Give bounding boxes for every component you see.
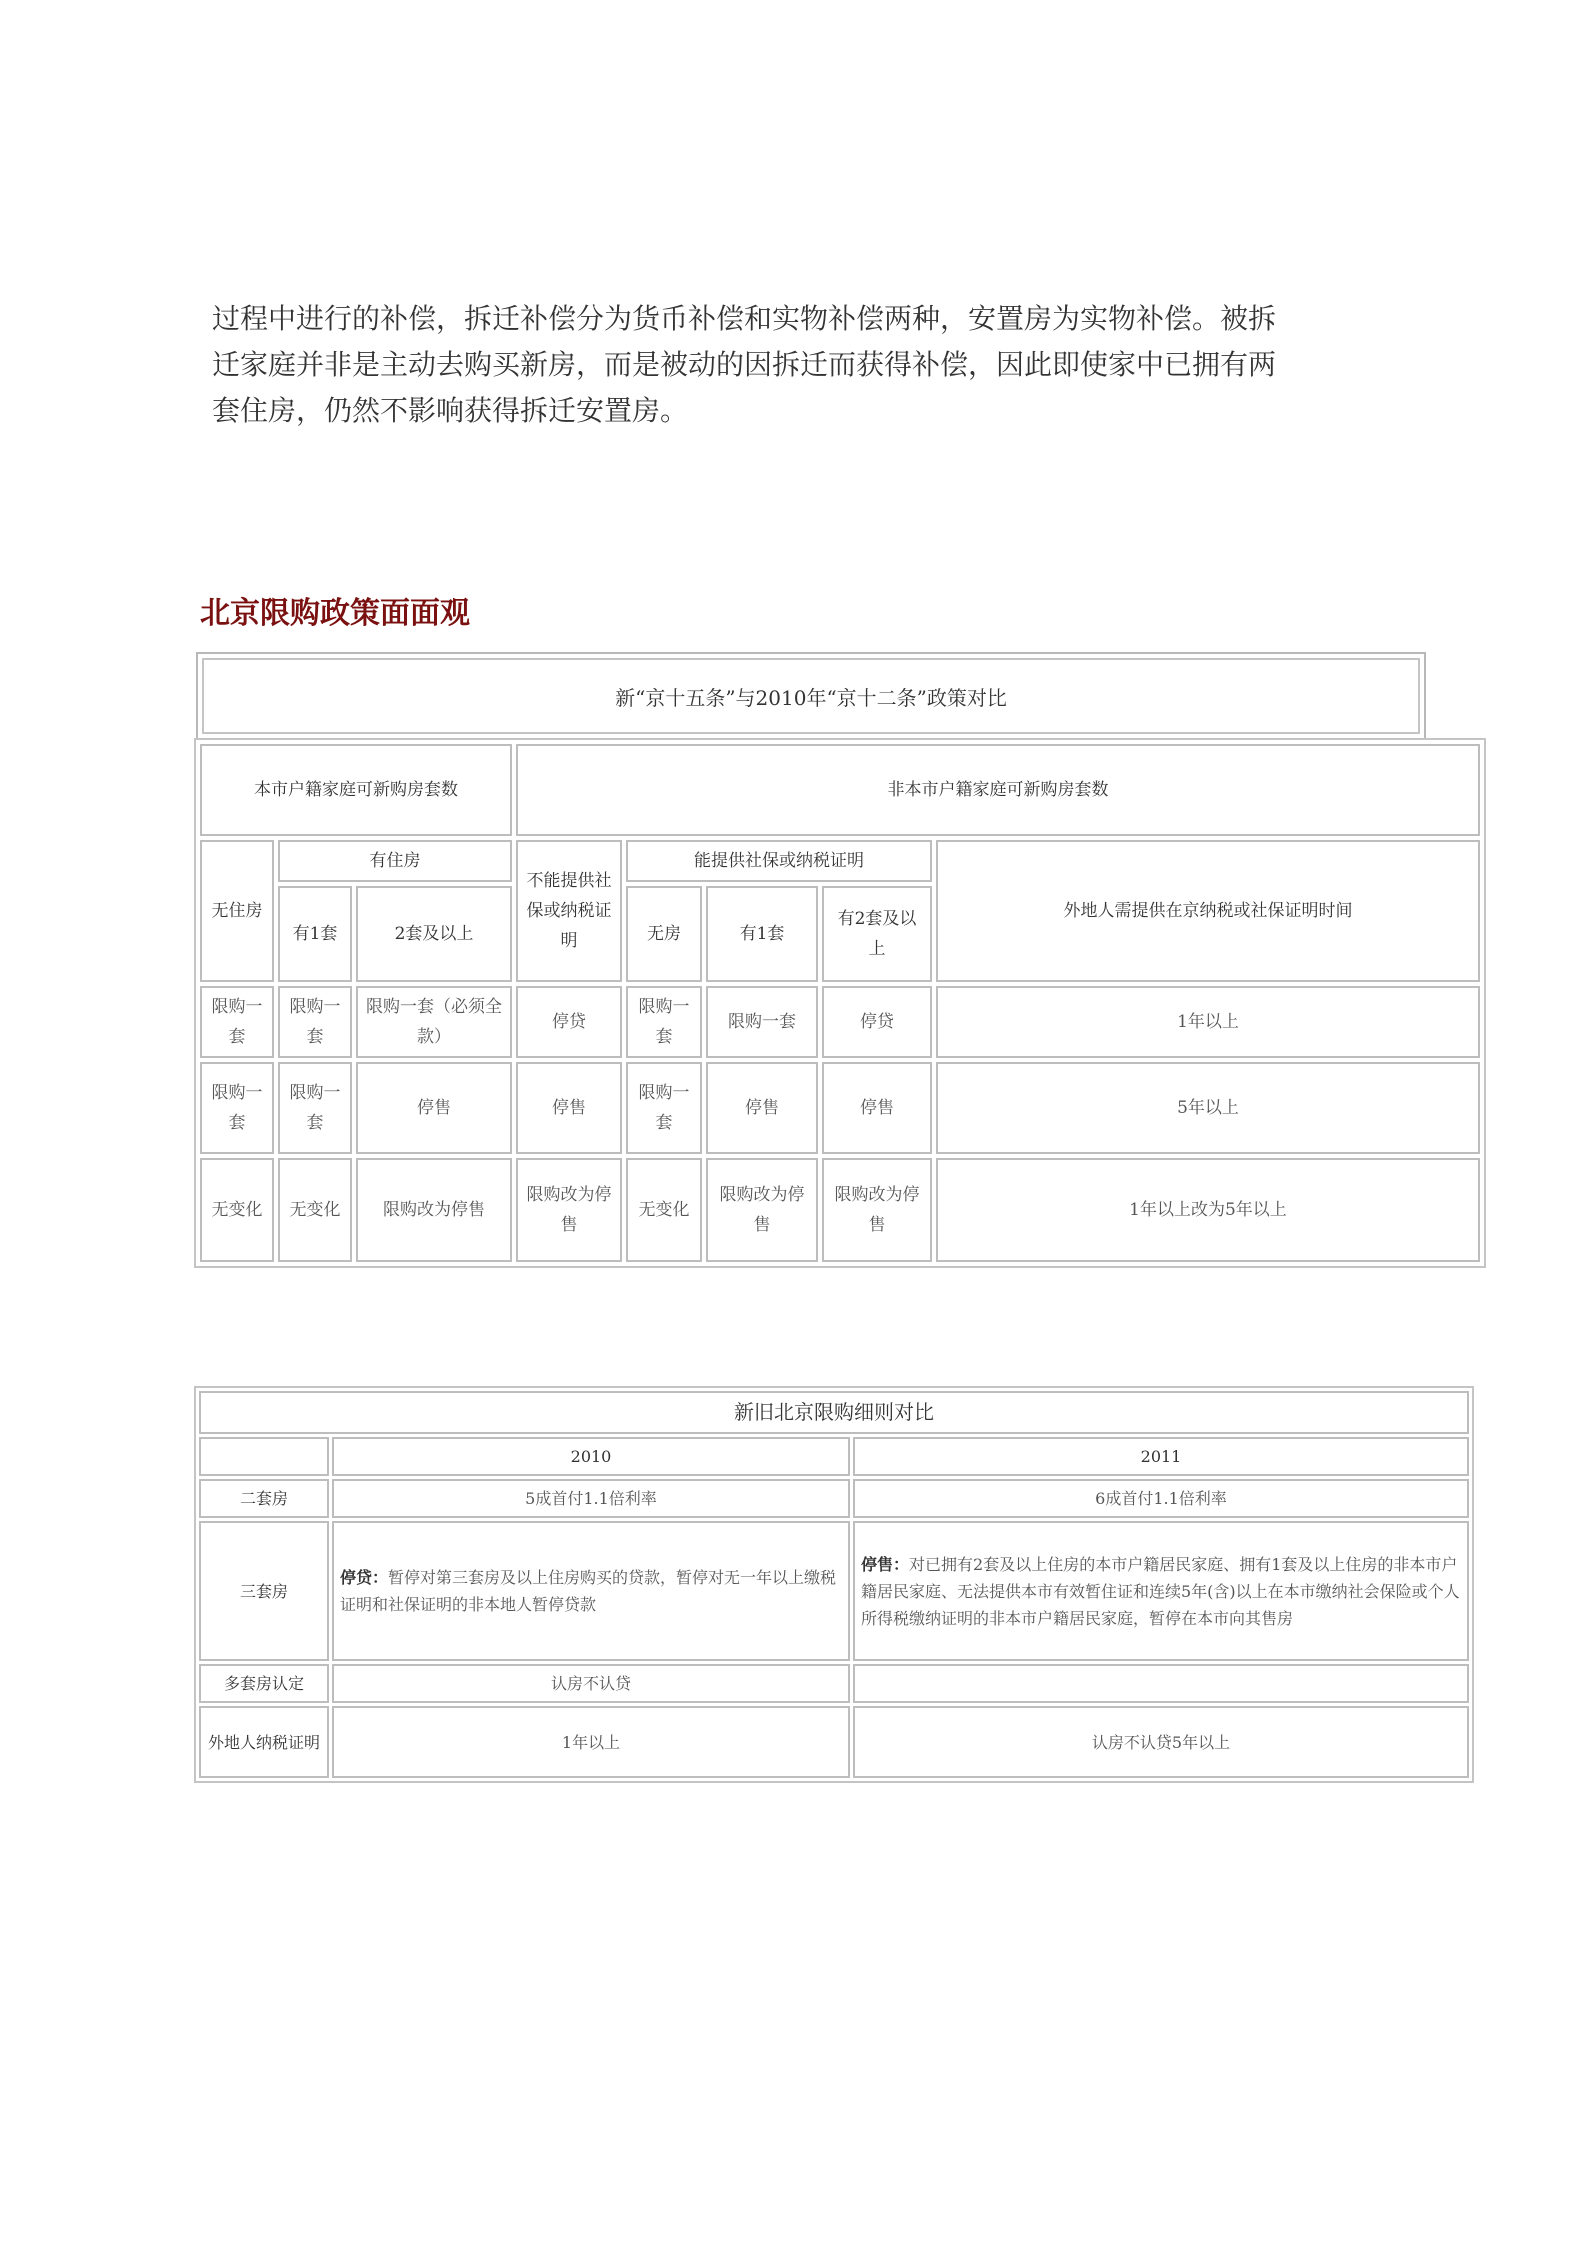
table-cell: 1年以上 bbox=[332, 1706, 850, 1778]
table-cell: 限购一套 bbox=[278, 986, 352, 1058]
header-can-proof: 能提供社保或纳税证明 bbox=[626, 840, 932, 882]
table-cell bbox=[853, 1521, 1469, 1661]
header-nl-has1: 有1套 bbox=[706, 886, 818, 982]
row-label: 多套房认定 bbox=[199, 1664, 329, 1703]
table-cell: 1年以上 bbox=[936, 986, 1480, 1058]
year-header-row bbox=[199, 1437, 1469, 1476]
table-cell: 无变化 bbox=[278, 1158, 352, 1262]
table-cell: 5年以上 bbox=[936, 1062, 1480, 1154]
table-cell: 限购一套 bbox=[626, 1062, 702, 1154]
table-row bbox=[199, 1479, 1469, 1518]
header-time: 外地人需提供在京纳税或社保证明时间 bbox=[936, 840, 1480, 982]
table-cell bbox=[332, 1521, 850, 1661]
header-nl-no-house: 无房 bbox=[626, 886, 702, 982]
table-cell: 停贷 bbox=[822, 986, 932, 1058]
policy-compare-title: 新“京十五条”与2010年“京十二条”政策对比 bbox=[202, 658, 1420, 734]
table-cell: 停贷 bbox=[516, 986, 622, 1058]
title-row bbox=[199, 1391, 1469, 1434]
table-cell: 停售 bbox=[706, 1062, 818, 1154]
stop-loan-label: 停贷： bbox=[340, 1568, 389, 1587]
header-local: 本市户籍家庭可新购房套数 bbox=[200, 744, 512, 836]
table-cell: 无变化 bbox=[626, 1158, 702, 1262]
paragraph-line: 过程中进行的补偿，拆迁补偿分为货币补偿和实物补偿两种，安置房为实物补偿。被拆 bbox=[212, 302, 1277, 335]
stop-sale-label: 停售： bbox=[861, 1554, 910, 1574]
table-cell: 无变化 bbox=[200, 1158, 274, 1262]
table-cell: 限购一套 bbox=[626, 986, 702, 1058]
table-cell: 限购一套 bbox=[200, 1062, 274, 1154]
header-2011: 2011 bbox=[853, 1437, 1469, 1476]
paragraph-line: 迁家庭并非是主动去购买新房，而是被动的因拆迁而获得补偿，因此即使家中已拥有两 bbox=[212, 348, 1277, 381]
header-has1: 有1套 bbox=[278, 886, 352, 982]
header-2010: 2010 bbox=[332, 1437, 850, 1476]
table-cell: 认房不认贷5年以上 bbox=[853, 1706, 1469, 1778]
policy-compare-title-box bbox=[196, 652, 1426, 740]
paragraph-line: 套住房，仍然不影响获得拆迁安置房。 bbox=[212, 394, 689, 427]
empty-header-cell bbox=[199, 1437, 329, 1476]
header-has2plus: 2套及以上 bbox=[356, 886, 512, 982]
header-no-proof: 不能提供社保或纳税证明 bbox=[516, 840, 622, 982]
policy-compare-table bbox=[194, 738, 1486, 1268]
table-cell: 停售 bbox=[822, 1062, 932, 1154]
table-cell: 停售 bbox=[356, 1062, 512, 1154]
row-label: 外地人纳税证明 bbox=[199, 1706, 329, 1778]
body-paragraph bbox=[212, 296, 1402, 434]
table-row bbox=[200, 1062, 1480, 1154]
table-cell: 6成首付1.1倍利率 bbox=[853, 1479, 1469, 1518]
table-cell: 限购改为停售 bbox=[822, 1158, 932, 1262]
row-label: 二套房 bbox=[199, 1479, 329, 1518]
table-cell: 限购改为停售 bbox=[356, 1158, 512, 1262]
stop-sale-text: 对已拥有2套及以上住房的本市户籍居民家庭、拥有1套及以上住房的非本市户籍居民家庭、无法提供本市有效暂住证和连续5年(含)以上在本市缴纳社会保险或个人所得税缴纳证明的非本市户籍居民家庭，暂停在本市向其售房 bbox=[861, 1554, 1460, 1628]
rules-compare-title: 新旧北京限购细则对比 bbox=[199, 1391, 1469, 1434]
table-cell: 停售 bbox=[516, 1062, 622, 1154]
table-cell: 限购一套 bbox=[278, 1062, 352, 1154]
header-nl-has2plus: 有2套及以上 bbox=[822, 886, 932, 982]
table-row bbox=[200, 986, 1480, 1058]
header-nonlocal: 非本市户籍家庭可新购房套数 bbox=[516, 744, 1480, 836]
table-cell: 1年以上改为5年以上 bbox=[936, 1158, 1480, 1262]
table-row bbox=[199, 1664, 1469, 1703]
table-cell bbox=[853, 1664, 1469, 1703]
header-no-house: 无住房 bbox=[200, 840, 274, 982]
table-cell: 5成首付1.1倍利率 bbox=[332, 1479, 850, 1518]
group-header-row bbox=[200, 744, 1480, 836]
table-cell: 限购改为停售 bbox=[516, 1158, 622, 1262]
table-cell: 限购改为停售 bbox=[706, 1158, 818, 1262]
table-cell: 限购一套 bbox=[706, 986, 818, 1058]
row-label: 三套房 bbox=[199, 1521, 329, 1661]
stop-loan-text: 暂停对第三套房及以上住房购买的贷款，暂停对无一年以上缴税证明和社保证明的非本地人暂停贷款 bbox=[340, 1568, 837, 1614]
section-title: 北京限购政策面面观 bbox=[200, 596, 470, 631]
table-cell: 限购一套 bbox=[200, 986, 274, 1058]
rules-compare-table bbox=[194, 1386, 1474, 1783]
table-cell: 认房不认贷 bbox=[332, 1664, 850, 1703]
table-row bbox=[199, 1706, 1469, 1778]
subheader-row bbox=[200, 840, 1480, 882]
table-cell: 限购一套（必须全款） bbox=[356, 986, 512, 1058]
table-row bbox=[200, 1158, 1480, 1262]
header-has-house: 有住房 bbox=[278, 840, 512, 882]
table-row bbox=[199, 1521, 1469, 1661]
